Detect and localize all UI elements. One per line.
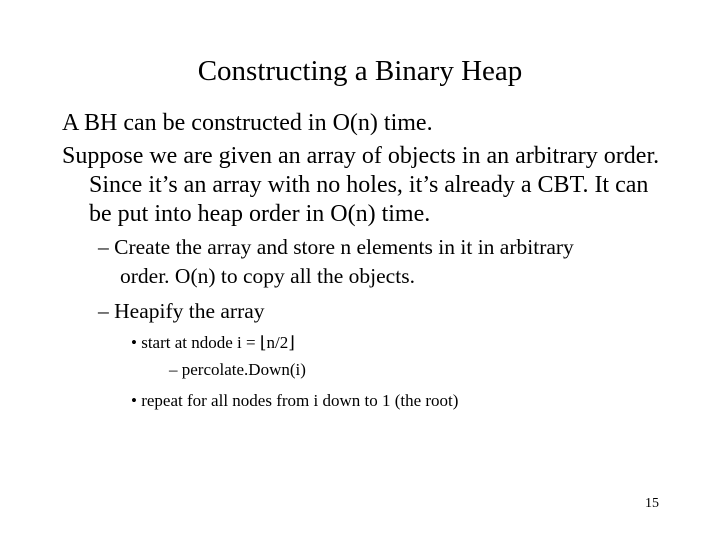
slide-title: Constructing a Binary Heap (197, 55, 523, 87)
sub-item-percolate-down: – percolate.Down(i) (169, 360, 306, 379)
text-line-cbt: Since it’s an array with no holes, it’s already a CBT. It can (89, 172, 649, 198)
bullet-item-repeat: • repeat for all nodes from i down to 1 (the root) (131, 391, 459, 410)
bullet-item-start-node: • start at ndode i = ⌊n/2⌋ (131, 333, 295, 352)
page-number: 15 (645, 496, 659, 511)
dash-item-heapify: – Heapify the array (98, 299, 265, 323)
dash-item-create-array: – Create the array and store n elements in it in arbitrary (98, 235, 574, 259)
text-line-suppose: Suppose we are given an array of objects in an arbitrary order. (62, 143, 660, 169)
text-line-heap-order: be put into heap order in O(n) time. (89, 201, 431, 227)
text-line-bh-construct: A BH can be constructed in O(n) time. (62, 110, 433, 136)
dash-item-copy-objects: order. O(n) to copy all the objects. (120, 264, 415, 288)
